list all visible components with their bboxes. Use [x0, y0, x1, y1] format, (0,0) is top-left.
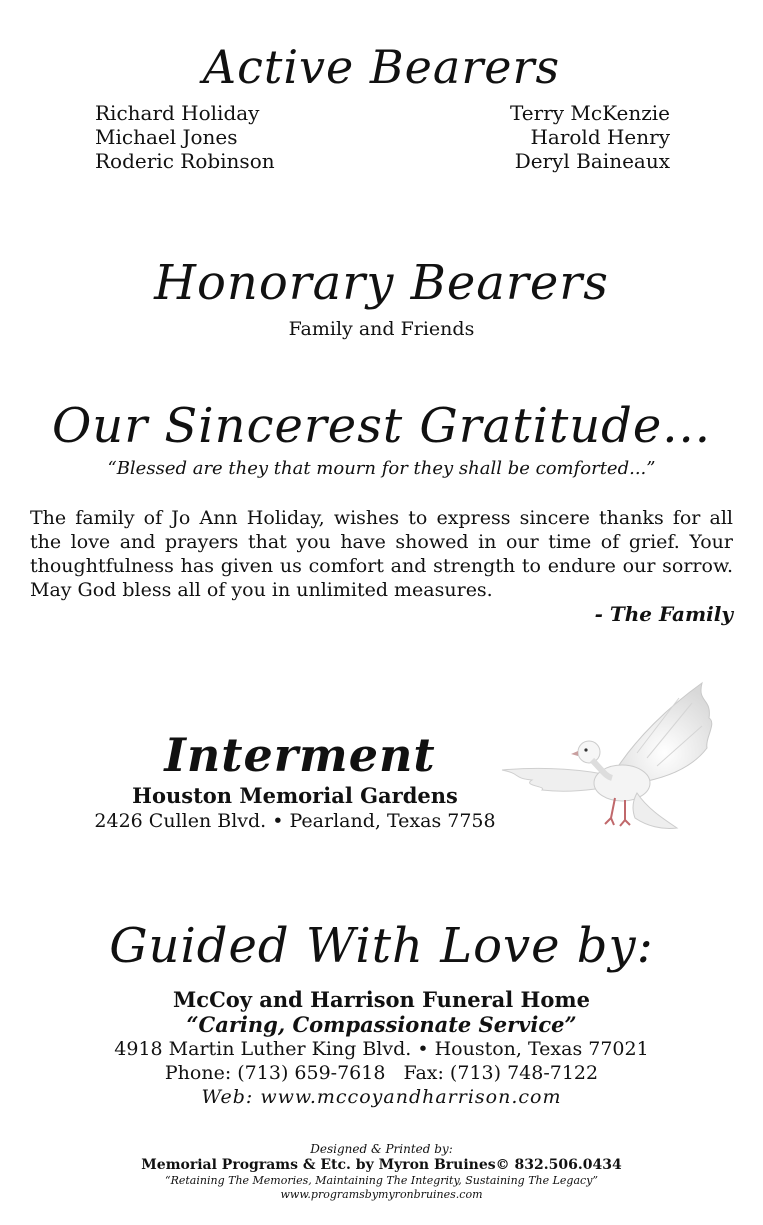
active-bearers-left-column	[95, 101, 275, 173]
funeral-home-web: Web: www.mccoyandharrison.com	[201, 1086, 562, 1108]
designer-tagline: “Retaining The Memories, Maintaining The Integrity, Sustaining The Legacy”	[164, 1174, 599, 1187]
interment-address: 2426 Cullen Blvd. • Pearland, Texas 7758	[94, 810, 496, 832]
honorary-bearers-title: Honorary Bearers	[154, 255, 609, 311]
gratitude-quote: “Blessed are they that mourn for they shall be comforted...”	[107, 458, 656, 479]
dove-icon	[497, 678, 727, 858]
funeral-home-name: McCoy and Harrison Funeral Home	[173, 987, 590, 1012]
interment-title: Interment	[164, 728, 436, 782]
gratitude-title: Our Sincerest Gratitude...	[51, 398, 712, 454]
designer-web: www.programsbymyronbruines.com	[280, 1188, 483, 1201]
bearer-name: Roderic Robinson	[95, 149, 275, 173]
designed-by-label: Designed & Printed by:	[310, 1142, 453, 1156]
bearer-name: Michael Jones	[95, 125, 238, 149]
funeral-home-address: 4918 Martin Luther King Blvd. • Houston, Texas 77021	[114, 1038, 649, 1060]
interment-place: Houston Memorial Gardens	[132, 783, 458, 808]
bearer-name: Harold Henry	[530, 125, 670, 149]
bearer-name: Deryl Baineaux	[514, 149, 670, 173]
gratitude-signature: - The Family	[594, 602, 733, 626]
bearer-name: Terry McKenzie	[510, 101, 670, 125]
active-bearers-right-column	[510, 101, 670, 173]
bearer-name: Richard Holiday	[95, 101, 260, 125]
funeral-home-phone: Phone: (713) 659-7618 Fax: (713) 748-7122	[164, 1062, 599, 1084]
active-bearers-title: Active Bearers	[202, 40, 561, 94]
designer-name: Memorial Programs & Etc. by Myron Bruines© 832.506.0434	[141, 1157, 622, 1173]
gratitude-body: The family of Jo Ann Holiday, wishes to express sincere thanks for all the love and prayers that you have showed in our time of grief. Your thoughtfulness has given us comfort and strength to endure our sorrow. May God bless all of you in unlimited measures.	[30, 507, 733, 601]
honorary-bearers-subtitle: Family and Friends	[288, 318, 475, 340]
guided-title: Guided With Love by:	[109, 918, 654, 974]
funeral-home-tagline: “Caring, Compassionate Service”	[186, 1012, 577, 1037]
